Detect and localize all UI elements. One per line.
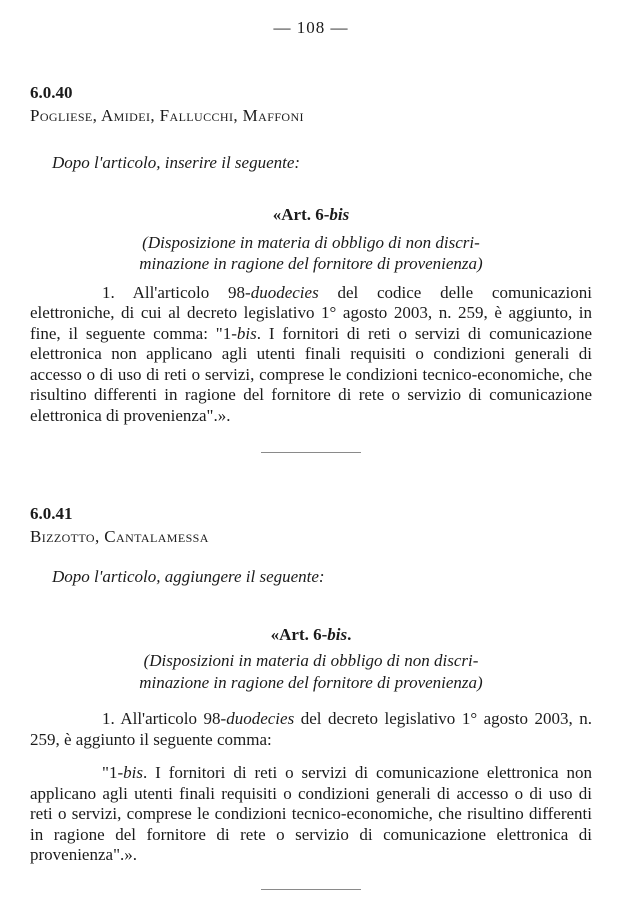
article-subtitle (30, 232, 592, 275)
instruction-line: Dopo l'articolo, aggiungere il seguente: (52, 567, 325, 586)
amendment-number: 6.0.40 (30, 82, 73, 102)
article-heading (30, 625, 592, 646)
text-run: "1- (102, 763, 124, 782)
text-run: . I fornitori di reti o servizi di comunicazione elettronica non applicano agli utenti finali requisiti o condizioni generali di accesso o di uso di reti o servizi, comprese le condizioni tecnico-economiche, che risultino differenti in ragione del fornitore di rete o servizio di comunicazione elettronica di provenienza".». (30, 763, 592, 864)
text-run: «Art. 6- (270, 624, 328, 644)
proponents-line: Bizzotto, Cantalamessa (30, 526, 209, 546)
text-run: 1. All'articolo 98- (102, 709, 227, 728)
amendment-number: 6.0.41 (30, 504, 73, 523)
page-number: — 108 — (273, 18, 349, 37)
text-run: . I fornitori di reti o servizi di comunicazione elettronica non applicano agli utenti finali requisiti o condizioni generali di accesso o di uso di reti o servizi, comprese le condizioni tecnico-economiche, che risultino differenti in ragione del fornitore di rete o servizio di comunicazione elettronica di provenienza".». (30, 323, 592, 425)
text-run: del codice delle comunicazioni elettroniche, di cui al decreto legislativo 1° agosto 2003, n. 259, è aggiunto, in fine, il seguente comma: "1- (30, 282, 592, 343)
text-run: bis (236, 323, 257, 343)
amendment-section-6040 (30, 83, 592, 427)
text-run: bis (329, 205, 350, 224)
section-divider (261, 889, 361, 890)
article-heading (30, 205, 592, 226)
text-run: del decreto legislativo 1° agosto 2003, n. 259, è aggiunto il seguente comma: (30, 709, 593, 749)
body-paragraph (30, 763, 592, 866)
amendment-section-6041 (30, 504, 592, 866)
text-run: bis (327, 624, 348, 644)
instruction-line: Dopo l'articolo, inserire il seguente: (52, 152, 301, 172)
article-subtitle-line: minazione in ragione del fornitore di provenienza) (139, 672, 483, 692)
article-subtitle (30, 650, 592, 693)
article-subtitle-line: minazione in ragione del fornitore di provenienza) (139, 254, 483, 273)
article-subtitle-line: (Disposizione in materia di obbligo di non discri- (142, 232, 480, 252)
text-run: 1. All'articolo 98- (102, 282, 251, 302)
text-run: . (347, 624, 352, 644)
proponents-line: Pogliese, Amidei, Fallucchi, Maffoni (30, 106, 304, 125)
section-divider (261, 452, 361, 453)
text-run: duodecies (226, 709, 295, 728)
body-paragraph (30, 709, 592, 750)
article-subtitle-line: (Disposizioni in materia di obbligo di non discri- (143, 651, 479, 670)
text-run: bis (123, 763, 143, 782)
text-run: «Art. 6- (272, 205, 330, 224)
text-run: duodecies (250, 282, 319, 302)
body-paragraph (30, 283, 592, 427)
